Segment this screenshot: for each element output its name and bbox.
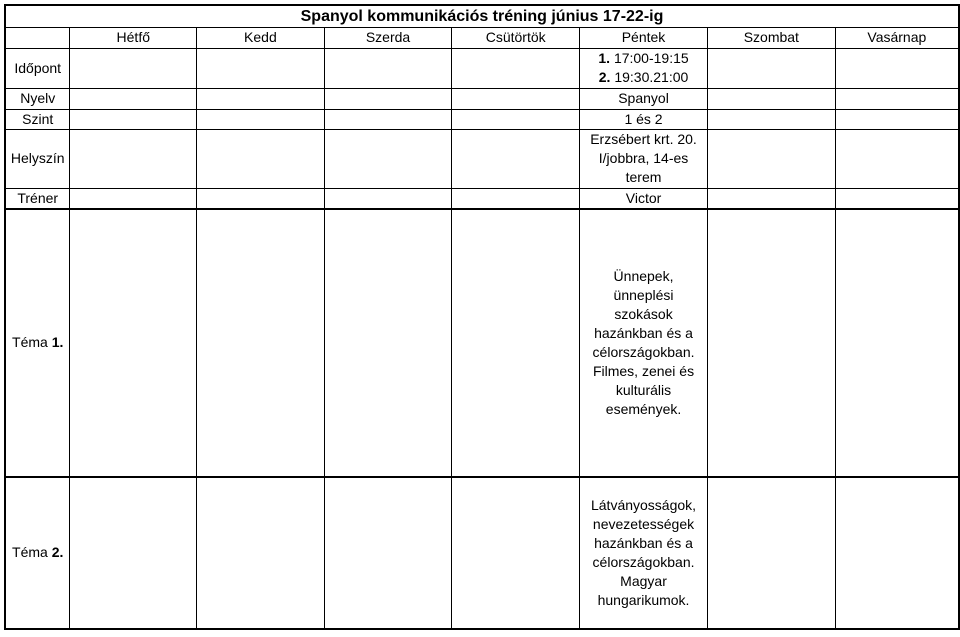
- time-cell-thursday: [452, 48, 580, 88]
- time-slot-1-time: 17:00-19:15: [613, 50, 689, 66]
- time-cell-wednesday: [324, 48, 452, 88]
- level-cell-saturday: [707, 109, 835, 129]
- location-label: Helyszín: [5, 129, 70, 188]
- title-row: [5, 5, 959, 27]
- language-cell-wednesday: [324, 88, 452, 109]
- language-cell-thursday: [452, 88, 580, 109]
- level-cell-wednesday: [324, 109, 452, 129]
- location-cell-saturday: [707, 129, 835, 188]
- topic1-row: [5, 209, 959, 477]
- topic1-cell-tuesday: [197, 209, 325, 477]
- day-header-monday: Hétfő: [70, 27, 197, 48]
- level-cell-monday: [70, 109, 197, 129]
- trainer-cell-wednesday: [324, 188, 452, 209]
- day-header-thursday: Csütörtök: [452, 27, 580, 48]
- trainer-cell-thursday: [452, 188, 580, 209]
- time-slot-1-number: 1.: [598, 50, 611, 66]
- time-slot-2: [580, 68, 707, 87]
- topic2-line: Magyar: [620, 572, 667, 589]
- schedule-sheet: [4, 4, 960, 630]
- topic2-line: hazánkban és a: [594, 534, 693, 551]
- topic1-line: Ünnepek, ünneplési: [613, 267, 674, 303]
- days-header-row: [5, 27, 959, 48]
- trainer-cell-monday: [70, 188, 197, 209]
- time-cell-saturday: [707, 48, 835, 88]
- time-label: Időpont: [5, 48, 70, 88]
- level-value: 1 és 2: [580, 109, 708, 129]
- time-slot-2-time: 19:30.21:00: [614, 69, 689, 85]
- corner-cell: [5, 27, 70, 48]
- location-value: [580, 129, 708, 188]
- time-cell-tuesday: [197, 48, 325, 88]
- topic1-line: kulturális: [615, 381, 672, 398]
- day-header-saturday: Szombat: [707, 27, 835, 48]
- topic2-cell-thursday: [452, 477, 580, 629]
- topic1-label-number: 1.: [51, 334, 64, 350]
- topic2-row: [5, 477, 959, 629]
- time-slot-2-number: 2.: [598, 69, 611, 85]
- trainer-cell-saturday: [707, 188, 835, 209]
- topic2-line: nevezetességek: [592, 515, 695, 532]
- topic2-cell-monday: [70, 477, 197, 629]
- topic2-cell-saturday: [707, 477, 835, 629]
- trainer-row: [5, 188, 959, 209]
- day-header-wednesday: Szerda: [324, 27, 452, 48]
- topic1-cell-saturday: [707, 209, 835, 477]
- topic1-cell-wednesday: [324, 209, 452, 477]
- topic1-line: célországokban.: [592, 343, 695, 360]
- topic1-content: [580, 209, 708, 477]
- day-header-friday: Péntek: [580, 27, 708, 48]
- language-cell-sunday: [835, 88, 959, 109]
- topic2-line: célországokban.: [592, 553, 695, 570]
- topic2-cell-wednesday: [324, 477, 452, 629]
- level-cell-tuesday: [197, 109, 325, 129]
- topic1-line: hazánkban és a: [594, 324, 693, 341]
- topic1-line: események.: [605, 400, 682, 417]
- time-cell-monday: [70, 48, 197, 88]
- language-row: [5, 88, 959, 109]
- location-cell-sunday: [835, 129, 959, 188]
- topic2-label: [5, 477, 70, 629]
- location-cell-wednesday: [324, 129, 452, 188]
- level-cell-thursday: [452, 109, 580, 129]
- trainer-cell-tuesday: [197, 188, 325, 209]
- trainer-label: Tréner: [5, 188, 70, 209]
- location-line-2: I/jobbra, 14-es: [598, 150, 689, 166]
- topic1-line: Filmes, zenei és: [592, 362, 695, 379]
- topic1-cell-thursday: [452, 209, 580, 477]
- topic1-label: [5, 209, 70, 477]
- topic2-line: hungarikumok.: [597, 591, 690, 608]
- topic2-line: Látványosságok,: [590, 496, 697, 513]
- topic1-cell-monday: [70, 209, 197, 477]
- topic1-label-prefix: Téma: [12, 334, 48, 350]
- topic2-cell-sunday: [835, 477, 959, 629]
- level-label: Szint: [5, 109, 70, 129]
- topic1-cell-sunday: [835, 209, 959, 477]
- time-cell-sunday: [835, 48, 959, 88]
- trainer-cell-sunday: [835, 188, 959, 209]
- day-header-sunday: Vasárnap: [835, 27, 959, 48]
- time-row: [5, 48, 959, 88]
- topic2-label-prefix: Téma: [12, 544, 48, 560]
- language-label: Nyelv: [5, 88, 70, 109]
- language-cell-monday: [70, 88, 197, 109]
- language-cell-tuesday: [197, 88, 325, 109]
- location-cell-thursday: [452, 129, 580, 188]
- schedule-table: [4, 4, 960, 630]
- location-cell-tuesday: [197, 129, 325, 188]
- language-cell-saturday: [707, 88, 835, 109]
- location-row: [5, 129, 959, 188]
- level-row: [5, 109, 959, 129]
- level-cell-sunday: [835, 109, 959, 129]
- location-line-3: terem: [625, 169, 662, 185]
- topic2-label-number: 2.: [51, 544, 64, 560]
- location-cell-monday: [70, 129, 197, 188]
- topic2-content: [580, 477, 708, 629]
- time-cell-friday: [580, 48, 708, 88]
- page-title: Spanyol kommunikációs tréning június 17-22-ig: [5, 5, 959, 27]
- day-header-tuesday: Kedd: [197, 27, 325, 48]
- trainer-value: Victor: [580, 188, 708, 209]
- topic1-line: szokások: [614, 305, 673, 322]
- time-slot-1: [580, 49, 707, 68]
- topic2-cell-tuesday: [197, 477, 325, 629]
- location-line-1: Erzsébert krt. 20.: [590, 131, 697, 147]
- language-value: Spanyol: [580, 88, 708, 109]
